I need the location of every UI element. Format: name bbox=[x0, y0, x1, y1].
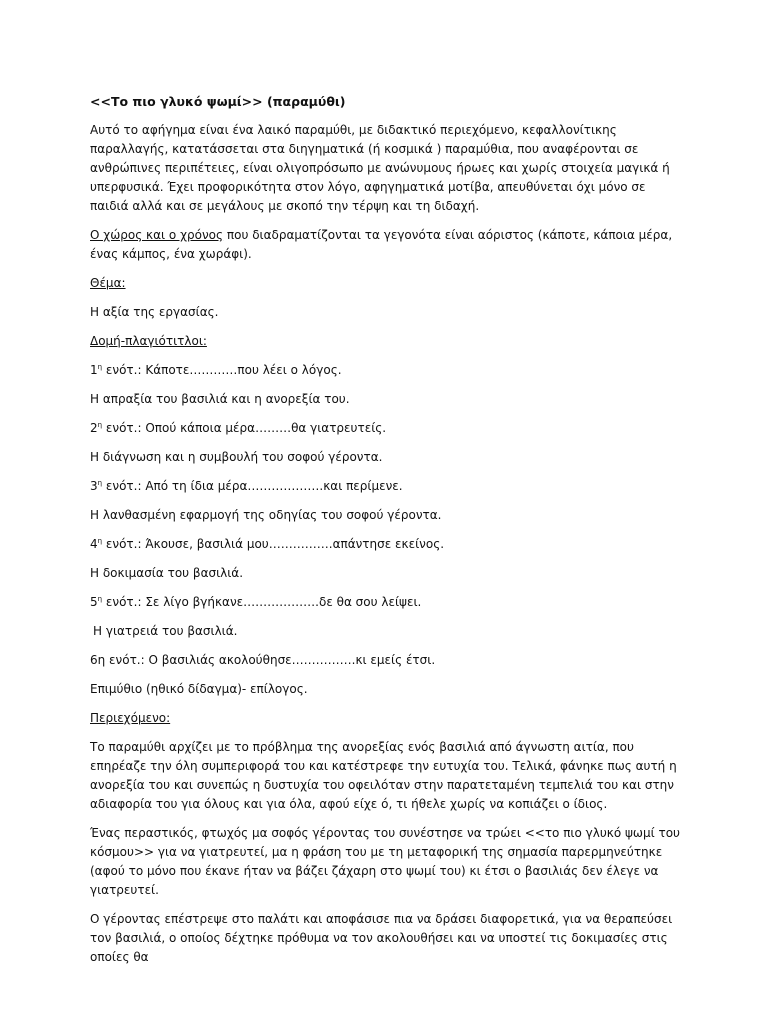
section-2-line: $2^\eta$ ενότ.: Οπού κάποια μέρα………θα γιατρευτείς. bbox=[90, 421, 387, 435]
section-2-subtitle: Η διάγνωση και η συμβουλή του σοφού γέροντα. bbox=[90, 450, 383, 464]
section-4-line: $4^\eta$ ενότ.: Άκουσε, βασιλιά μου…………….απάντησε εκείνος. bbox=[90, 537, 445, 551]
section-5-subtitle: Η γιατρειά του βασιλιά. bbox=[93, 624, 238, 638]
theme-heading: Θέμα: bbox=[90, 276, 126, 290]
section-6-line: 6η ενότ.: Ο βασιλιάς ακολούθησε…………….κι εμείς έτσι. bbox=[90, 653, 436, 667]
section-3-line: $3^\eta$ ενότ.: Από τη ίδια μέρα……………….και περίμενε. bbox=[90, 479, 403, 493]
document-body bbox=[90, 92, 680, 977]
section-3-subtitle: Η λανθασμένη εφαρμογή της οδηγίας του σοφού γέροντα. bbox=[90, 508, 442, 522]
section-5-line: $5^\eta$ ενότ.: Σε λίγο βγήκανε……………….δε θα σου λείψει. bbox=[90, 595, 422, 609]
content-heading: Περιεχόμενο: bbox=[90, 711, 171, 725]
document-title: <<Το πιο γλυκό ψωμί>> (παραμύθι) bbox=[90, 94, 346, 109]
structure-heading: Δομή-πλαγιότιτλοι: bbox=[90, 334, 207, 348]
setting-paragraph bbox=[90, 226, 680, 264]
section-4-subtitle: Η δοκιμασία του βασιλιά. bbox=[90, 566, 244, 580]
setting-text: που διαδραματίζονται τα γεγονότα είναι αόριστος (κάποτε, κάποια μέρα, ένας κάμπος, ένα χωράφι). bbox=[90, 228, 673, 261]
section-1-line: $1^\eta$ ενότ.: Κάποτε…………που λέει ο λόγος. bbox=[90, 363, 342, 377]
theme-text: Η αξία της εργασίας. bbox=[90, 305, 219, 319]
content-paragraph-1: Το παραμύθι αρχίζει με το πρόβλημα της ανορεξίας ενός βασιλιά από άγνωστη αιτία, που επηρέαζε την όλη συμπεριφορά του και κατέστρεφε την ευτυχία του. Τελικά, φάνηκε πως αυτή η ανορεξία του και συνεπώς η δυστυχία του οφειλόταν στην παρατεταμένη τεμπελιά του και στην αδιαφορία του για όλους και για όλα, αφού είχε ό, τι ήθελε χωρίς να κοπιάζει ο ίδιος. bbox=[90, 740, 677, 811]
content-paragraph-3: Ο γέροντας επέστρεψε στο παλάτι και αποφάσισε πια να δράσει διαφορετικά, για να θεραπεύσει τον βασιλιά, ο οποίος δέχτηκε πρόθυμα να τον ακολουθήσει και να υποστεί τις δοκιμασίες στις οποίες θα bbox=[90, 912, 673, 964]
intro-paragraph: Αυτό το αφήγημα είναι ένα λαικό παραμύθι, με διδακτικό περιεχόμενο, κεφαλλονίτικης παραλλαγής, κατατάσσεται στα διηγηματικά (ή κοσμικά ) παραμύθια, που αναφέρονται σε ανθρώπινες περιπέτειες, είναι ολιγοπρόσωπο με ανώνυμους ήρωες και χωρίς στοιχεία μαγικά ή υπερφυσικά. Έχει προφορικότητα στον λόγο, αφηγηματικά μοτίβα, απευθύνεται όχι μόνο σε παιδιά αλλά και σε μεγάλους με σκοπό την τέρψη και τη διδαχή. bbox=[90, 123, 670, 213]
setting-label: Ο χώρος και ο χρόνος bbox=[90, 228, 224, 242]
section-1-subtitle: Η απραξία του βασιλιά και η ανορεξία του. bbox=[90, 392, 350, 406]
content-paragraph-2: Ένας περαστικός, φτωχός μα σοφός γέροντας του συνέστησε να τρώει <<το πιο γλυκό ψωμί του κόσμου>> για να γιατρευτεί, μα η φράση του με τη μεταφορική της σημασία παρερμηνεύτηκε (αφού το μόνο που έκανε ήταν να βάζει ζάχαρη στο ψωμί του) κι έτσι ο βασιλιάς δεν έλεγε να γιατρευτεί. bbox=[90, 826, 680, 897]
epimythio-line: Επιμύθιο (ηθικό δίδαγμα)- επίλογος. bbox=[90, 682, 308, 696]
